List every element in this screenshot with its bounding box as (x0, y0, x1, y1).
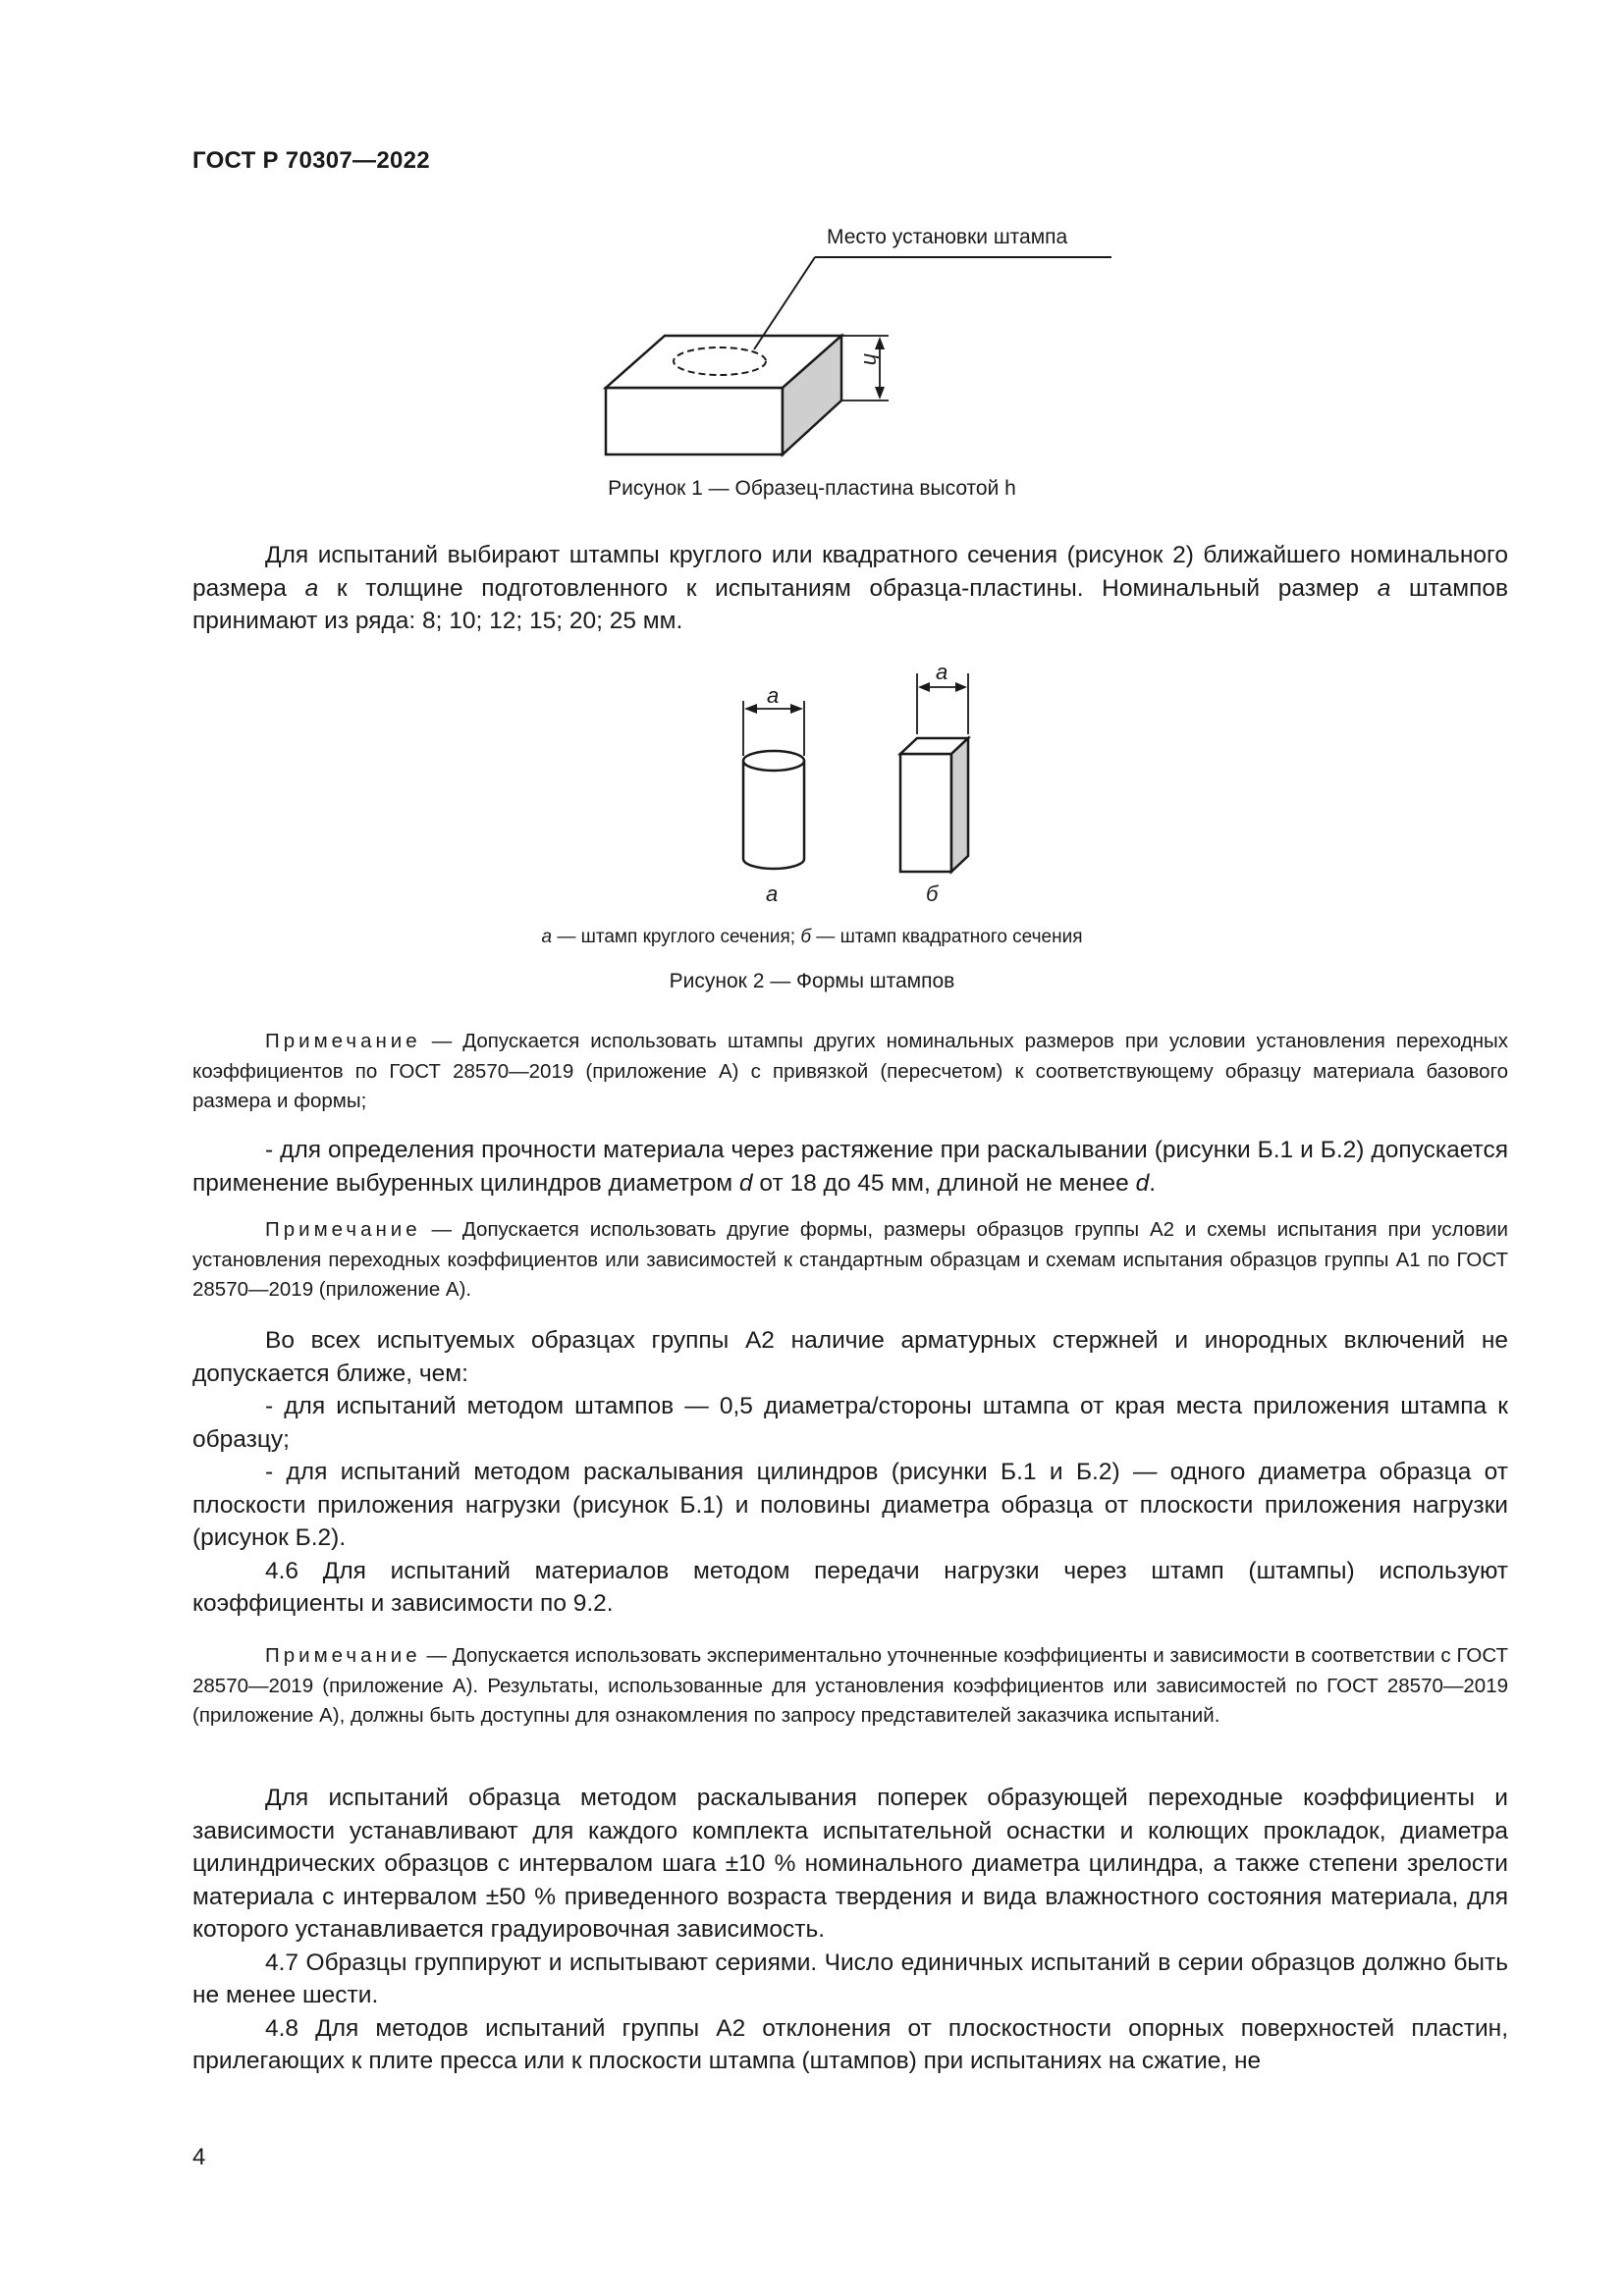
var-d: d (738, 1169, 753, 1197)
figure-1-caption (0, 477, 1624, 501)
paragraph-stamp-selection (192, 539, 1508, 638)
legend-b-letter: б (800, 927, 812, 947)
para3-line3: - для испытаний методом раскалывания цилиндров (рисунки Б.1 и Б.2) — одного диаметра образца от плоскости приложения нагрузки (рисунок Б.1) и половины диаметра образца от плоскости приложения нагрузки (рисунок Б.2). (192, 1459, 1508, 1551)
figure-1-caption-text: Рисунок 1 — Образец-пластина высотой h (608, 477, 1016, 500)
note-3 (192, 1641, 1508, 1732)
cylinder-dim-label: a (767, 683, 780, 708)
document-code: ГОСТ Р 70307—2022 (192, 147, 430, 174)
var-d-2: d (1135, 1169, 1150, 1197)
paragraph-splitting-cylinders (192, 1134, 1508, 1200)
para1-text-b: к толщине подготовленного к испытаниям образца-пластины. Номинальный размер (318, 574, 1378, 602)
legend-a-letter: а (541, 927, 553, 947)
para3-line4: 4.6 Для испытаний материалов методом передачи нагрузки через штамп (штампы) используют коэффициенты и зависимости по 9.2. (192, 1557, 1508, 1617)
sub-label-a: а (766, 881, 779, 906)
cylinder-bottom-arc (743, 859, 804, 869)
note-1-label: Примечание (265, 1030, 421, 1052)
para4-line2: 4.7 Образцы группируют и испытывают сериями. Число единичных испытаний в серии образцов должно быть не менее шести. (192, 1949, 1508, 2008)
dimension-arrow-bottom (875, 387, 885, 400)
para2-text-b: от 18 до 45 мм, длиной не менее (752, 1169, 1136, 1197)
cyl-dim-arrow-left (744, 704, 757, 714)
sub-label-b: б (926, 881, 939, 906)
para1-text-c: штампов принимают из ряда: 8; 10; 12; 15; 20; 25 мм. (192, 574, 1508, 634)
figure-2-caption: Рисунок 2 — Формы штампов (669, 970, 955, 992)
para2-text-a: - для определения прочности материала через растяжение при раскалывании (рисунки Б.1 и Б.2) допускается применение выбуренных цилиндров диаметром (192, 1137, 1508, 1197)
prism-side-face (951, 738, 968, 872)
figure-2-legend (0, 927, 1624, 948)
prism-front-face (900, 754, 951, 872)
note-2 (192, 1215, 1508, 1306)
note-1 (192, 1027, 1508, 1117)
prism-dim-arrow-right (955, 682, 967, 692)
legend-b-text: — штамп квадратного сечения (811, 927, 1083, 947)
paragraph-reinforcement (192, 1324, 1508, 1621)
page-number: 4 (192, 2144, 206, 2170)
note-2-label: Примечание (265, 1218, 421, 1241)
note-1-text: — Допускается использовать штампы других номинальных размеров при условии установления переходных коэффициентов по ГОСТ 28570—2019 (приложение А) с привязкой (пересчетом) к соответствующему образцу материала базового размера и формы; (192, 1030, 1508, 1112)
callout-label: Место установки штампа (827, 226, 1068, 248)
var-a: a (304, 574, 319, 602)
dimension-arrow-top (875, 337, 885, 349)
legend-a-text: — штамп круглого сечения; (552, 927, 801, 947)
para4-line3: 4.8 Для методов испытаний группы А2 отклонения от плоскостности опорных поверхностей пластин, прилегающих к плите пресса или к плоскости штампа (штампов) при испытаниях на сжатие, не (192, 2014, 1508, 2074)
cylinder-top-ellipse (743, 751, 804, 771)
prism-dim-label: a (936, 660, 948, 684)
note-2-text: — Допускается использовать другие формы, размеры образцов группы А2 и схемы испытания при условии установления переходных коэффициентов или зависимостей к стандартным образцам и схемам испытания образцов группы А1 по ГОСТ 28570—2019 (приложение А). (192, 1218, 1508, 1301)
para2-text-c: . (1149, 1169, 1157, 1197)
para1-text-a: Для испытаний выбирают штампы круглого или квадратного сечения (рисунок 2) ближайшего номинального размера (192, 542, 1508, 602)
dimension-label-h: h (859, 353, 884, 366)
prism-dim-arrow-left (918, 682, 930, 692)
plate-front-face (606, 388, 783, 454)
para3-line2: - для испытаний методом штампов — 0,5 диаметра/стороны штампа от края места приложения штампа к образцу; (192, 1393, 1508, 1453)
paragraph-coefficients (192, 1782, 1508, 2078)
note-3-text: — Допускается использовать экспериментально уточненные коэффициенты и зависимости в соответствии с ГОСТ 28570—2019 (приложение А). Результаты, использованные для установления коэффициентов или зависимостей по ГОСТ 28570—2019 (приложение А), должны быть доступны для ознакомления по запросу представителей заказчика испытаний. (192, 1644, 1508, 1727)
note-3-label: Примечание (265, 1644, 421, 1667)
para3-line1: Во всех испытуемых образцах группы А2 наличие арматурных стержней и инородных включений не допускается ближе, чем: (192, 1327, 1508, 1387)
para4-line1: Для испытаний образца методом раскалывания поперек образующей переходные коэффициенты и зависимости устанавливают для каждого комплекта испытательной оснастки и колющих прокладок, диаметра цилиндрических образцов с интервалом шага ±10 % номинального диаметра цилиндра, а также степени зрелости материала с интервалом ±50 % приведенного возраста твердения и вида влажностного состояния материала, для которого устанавливается градуировочная зависимость. (192, 1785, 1508, 1943)
var-a-2: a (1377, 574, 1391, 602)
cyl-dim-arrow-right (790, 704, 803, 714)
